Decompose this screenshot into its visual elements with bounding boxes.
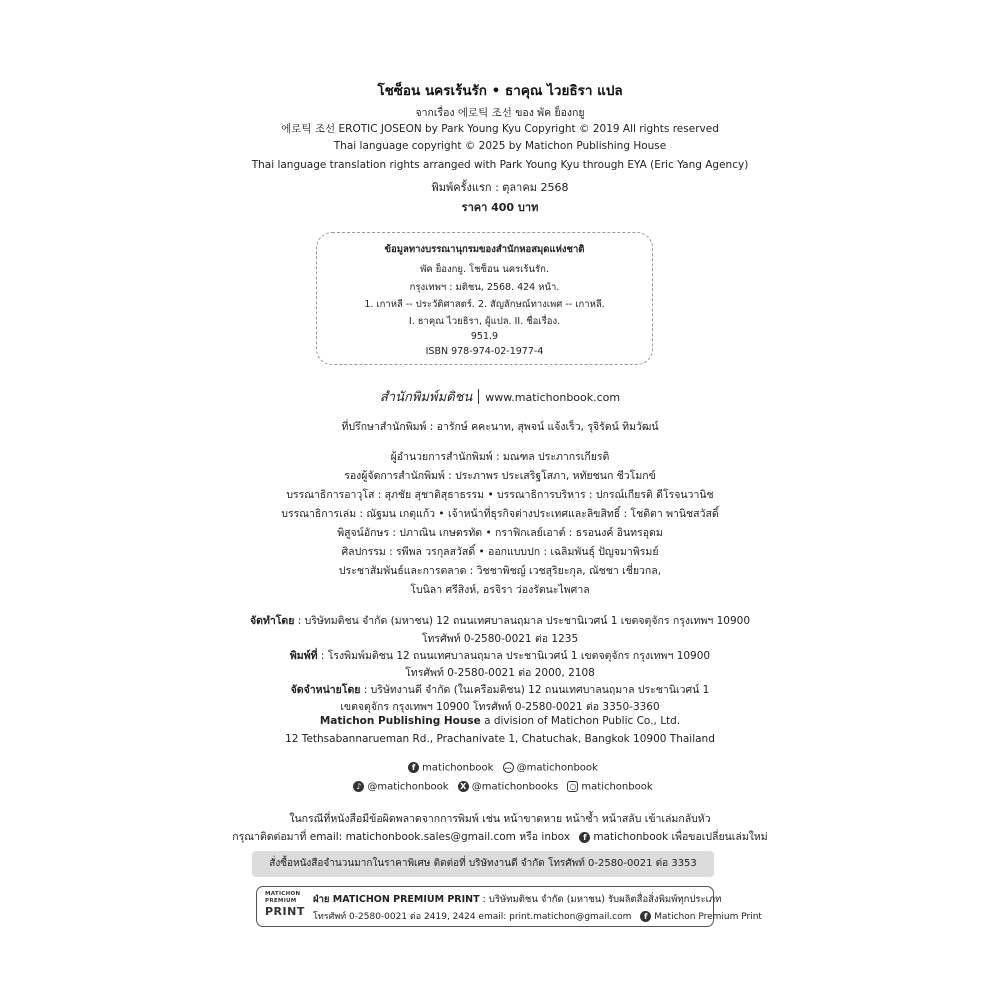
instagram-handle[interactable]: matichonbook bbox=[581, 781, 653, 793]
bulk-order-bar bbox=[252, 851, 714, 877]
inbox-handle[interactable]: matichonbook bbox=[593, 831, 669, 843]
book-title-line: โชซ็อน นครเร้นรัก • ธาคุณ ไวยธิรา แปล bbox=[377, 83, 623, 99]
cip-box bbox=[316, 232, 653, 365]
publisher-signature-logo: สำนักพิมพ์มติชน bbox=[379, 390, 473, 405]
premium-print-box bbox=[256, 886, 762, 927]
misprint-notice: ในกรณีที่หนังสือมีข้อผิดพลาดจากการพิมพ์ เช่น หน้าขาดหาย หน้าซ้ำ หน้าสลับ เข้าเล่มกลับหัว bbox=[289, 813, 711, 825]
cip-isbn: ISBN 978-974-02-1977-4 bbox=[425, 346, 544, 357]
tiktok-handle[interactable]: @matichonbook bbox=[367, 781, 449, 793]
staff-line: รองผู้จัดการสำนักพิมพ์ : ประภาพร ประเสริฐโสภา, หทัยชนก ชีวโมกข์ bbox=[344, 470, 656, 482]
distributor-line bbox=[0, 681, 1000, 698]
x-handle[interactable]: @matichonbooks bbox=[471, 781, 559, 793]
printer-line bbox=[0, 647, 1000, 664]
english-address: 12 Tethsabannarueman Rd., Prachanivate 1, Chatuchak, Bangkok 10900 Thailand bbox=[285, 733, 715, 745]
facebook-icon: f bbox=[640, 911, 651, 922]
premium-label: ฝ่าย MATICHON PREMIUM PRINT bbox=[313, 894, 480, 905]
producer-label: จัดทำโดย bbox=[249, 615, 295, 627]
facebook-icon: f bbox=[408, 762, 419, 773]
printer-label: พิมพ์ที่ bbox=[289, 650, 318, 662]
facebook-handle[interactable]: matichonbook bbox=[422, 762, 494, 774]
website-link[interactable]: www.matichonbook.com bbox=[485, 391, 621, 404]
producer-tel: โทรศัพท์ 0-2580-0021 ต่อ 1235 bbox=[421, 633, 579, 645]
line-handle[interactable]: @matichonbook bbox=[516, 762, 598, 774]
copyright-thai: Thai language copyright © 2025 by Matichon Publishing House bbox=[333, 140, 667, 152]
staff-line: ที่ปรึกษาสำนักพิมพ์ : อารักษ์ คคะนาท, สุพจน์ แจ้งเร็ว, รุจิรัตน์ ทิมวัฒน์ bbox=[341, 421, 659, 433]
premium-contact bbox=[313, 909, 762, 923]
cip-author: พัค ย็องกยู. โชซ็อน นครเร้นรัก. bbox=[420, 264, 549, 275]
divider bbox=[478, 389, 479, 404]
line-icon: … bbox=[504, 763, 512, 771]
staff-line: บรรณาธิการเล่ม : ณัฐมน เกตุแก้ว • เจ้าหน้าที่ธุรกิจต่างประเทศและลิขสิทธิ์ : โชติตา พานิชสวัสดิ์ bbox=[281, 508, 719, 520]
printer-text: : โรงพิมพ์มติชน 12 ถนนเทศบาลนฤมาล ประชานิเวศน์ 1 เขตจตุจักร กรุงเทพฯ 10900 bbox=[317, 650, 711, 662]
first-print: พิมพ์ครั้งแรก : ตุลาคม 2568 bbox=[431, 181, 569, 194]
staff-line: โบนิลา ศรีสิงห์, อรจิรา ว่องรัตนะไพศาล bbox=[410, 584, 590, 596]
distributor-label: จัดจำหน่ายโดย bbox=[290, 684, 361, 696]
printer-tel: โทรศัพท์ 0-2580-0021 ต่อ 2000, 2108 bbox=[405, 667, 595, 679]
premium-contact-text: โทรศัพท์ 0-2580-0021 ต่อ 2419, 2424 email: print.matichon@gmail.com bbox=[313, 912, 632, 922]
premium-text: : บริษัทมติชน จำกัด (มหาชน) รับผลิตสื่อสิ่งพิมพ์ทุกประเภท bbox=[479, 894, 722, 905]
staff-line: ประชาสัมพันธ์และการตลาด : วิชชาพิชญ์ เวชสุริยะกุล, ณัชชา เชี่ยวกล, bbox=[338, 565, 662, 577]
x-icon: X bbox=[458, 781, 469, 792]
logo-line: PRINT bbox=[265, 905, 305, 918]
contact-text: กรุณาติดต่อมาที่ email: matichonbook.sales@gmail.com หรือ inbox bbox=[232, 831, 570, 843]
cip-publication: กรุงเทพฯ : มติชน, 2568. 424 หน้า. bbox=[409, 282, 560, 293]
logo-line: MATICHON bbox=[265, 891, 301, 897]
misprint-contact bbox=[0, 828, 1000, 845]
staff-line: พิสูจน์อักษร : ปภาณิน เกษตรทัต • กราฟิกเลย์เอาต์ : ธรอนงค์ อินทรอุดม bbox=[337, 527, 663, 539]
logo-line: PREMIUM bbox=[265, 898, 297, 904]
distributor-line-2: เขตจตุจักร กรุงเทพฯ 10900 โทรศัพท์ 0-2580-0021 ต่อ 3350-3360 bbox=[340, 701, 660, 713]
staff-line: บรรณาธิการอาวุโส : สุภชัย สุชาติสุธาธรรม • บรรณาธิการบริหาร : ปกรณ์เกียรติ ดีโรจนวานิช bbox=[286, 489, 714, 501]
producer-text: : บริษัทมติชน จำกัด (มหาชน) 12 ถนนเทศบาลนฤมาล ประชานิเวศน์ 1 เขตจตุจักร กรุงเทพฯ 10900 bbox=[294, 615, 751, 627]
cip-heading: ข้อมูลทางบรรณานุกรมของสำนักหอสมุดแห่งชาติ bbox=[384, 244, 585, 255]
instagram-icon: ○ bbox=[567, 781, 578, 792]
price: ราคา 400 บาท bbox=[461, 201, 539, 214]
copyright-original: 에로틱 조선 EROTIC JOSEON by Park Young Kyu Copyright © 2019 All rights reserved bbox=[281, 123, 719, 135]
producer-line bbox=[0, 612, 1000, 629]
publishing-house-name: Matichon Publishing House bbox=[319, 715, 481, 727]
facebook-icon: f bbox=[579, 832, 590, 843]
premium-facebook[interactable]: Matichon Premium Print bbox=[654, 912, 762, 922]
premium-print-logo bbox=[265, 891, 310, 923]
cip-subjects: 1. เกาหลี -- ประวัติศาสตร์. 2. สัญลักษณ์ทางเพศ -- เกาหลี. bbox=[364, 299, 605, 310]
brand-line bbox=[0, 386, 1000, 407]
source-line: จากเรื่อง 에로틱 조선 ของ พัค ย็องกยู bbox=[415, 107, 585, 119]
cip-classification: 951.9 bbox=[470, 331, 499, 342]
publishing-house-desc: a division of Matichon Public Co., Ltd. bbox=[480, 715, 681, 727]
tiktok-icon: ♪ bbox=[353, 781, 364, 792]
cip-added-entries: I. ธาคุณ ไวยธิรา, ผู้แปล. II. ชื่อเรื่อง. bbox=[408, 316, 561, 327]
staff-line: ผู้อำนวยการสำนักพิมพ์ : มณฑล ประภากรเกียรติ bbox=[390, 451, 610, 463]
distributor-text: : บริษัทงานดี จำกัด (ในเครือมติชน) 12 ถนนเทศบาลนฤมาล ประชานิเวศน์ 1 bbox=[360, 684, 710, 696]
bulk-order-text: สั่งซื้อหนังสือจำนวนมากในราคาพิเศษ ติดต่อที่ บริษัทงานดี จำกัด โทรศัพท์ 0-2580-0021 ต่อ 3353 bbox=[269, 858, 697, 869]
premium-description bbox=[313, 892, 721, 907]
staff-line: ศิลปกรรม : รพีพล วรกุลสวัสดิ์ • ออกแบบปก : เฉลิมพันธุ์ ปัญจมาพิรมย์ bbox=[341, 546, 659, 558]
social-row-1 bbox=[0, 762, 1000, 774]
publishing-house-line bbox=[0, 715, 1000, 727]
social-row-2 bbox=[0, 781, 1000, 793]
translation-rights: Thai language translation rights arranged with Park Young Kyu through EYA (Eric Yang Agency) bbox=[251, 159, 749, 171]
contact-text-end: เพื่อขอเปลี่ยนเล่มใหม่ bbox=[671, 831, 768, 843]
